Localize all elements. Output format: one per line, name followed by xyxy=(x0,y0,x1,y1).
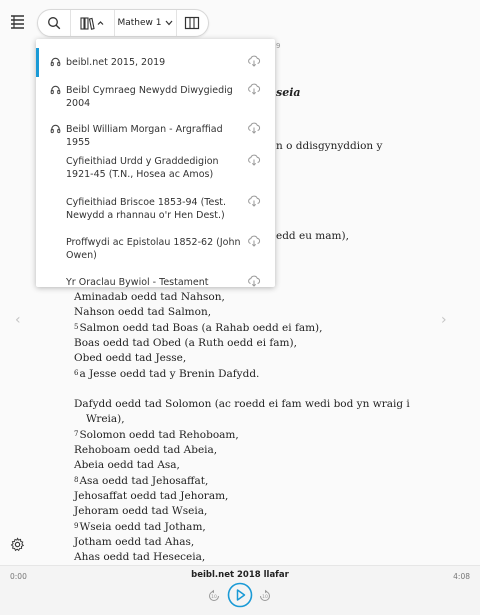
books-icon xyxy=(78,16,106,30)
verse-line[interactable] xyxy=(74,550,410,565)
verse-line[interactable] xyxy=(74,320,410,336)
verse-text: Wseia oedd tad Jotham, xyxy=(79,521,206,533)
verse-line[interactable] xyxy=(74,412,410,427)
verse-text: Solomon oedd tad Rehoboam, xyxy=(79,429,239,441)
verse-number: 8 xyxy=(74,476,79,484)
version-label: beibl.net 2015, 2019 xyxy=(66,57,166,68)
version-label: Yr Oraclau Bywiol - Testament xyxy=(66,277,209,287)
verse-line[interactable] xyxy=(74,535,410,550)
background-line-1: n o ddisgynyddion y xyxy=(276,140,383,152)
forward-seconds: 10 xyxy=(262,595,268,600)
play-button[interactable] xyxy=(227,582,253,608)
verse-line[interactable] xyxy=(74,366,410,382)
version-label: Cyfieithiad Urdd y Graddedigion 1921-45 (T.N., Hosea ac Amos) xyxy=(66,156,219,180)
verse-line[interactable] xyxy=(74,427,410,443)
version-label: Beibl Cymraeg Newydd Diwygiedig 2004 xyxy=(66,85,233,109)
background-line-2: edd eu mam), xyxy=(276,230,349,242)
next-chapter-arrow-icon[interactable]: › xyxy=(441,312,447,328)
verse-number: 9 xyxy=(74,522,79,530)
previous-chapter-arrow-icon[interactable]: ‹ xyxy=(15,312,21,328)
columns-icon xyxy=(184,16,200,30)
verse-text: Jehoram oedd tad Wseia, xyxy=(74,505,208,517)
verse-line[interactable] xyxy=(74,397,410,412)
verse-text: Rehoboam oedd tad Abeia, xyxy=(74,444,218,456)
verse-text: Nahson oedd tad Salmon, xyxy=(74,306,212,318)
verse-text: Asa oedd tad Jehosaffat, xyxy=(79,475,209,487)
rewind-icon xyxy=(206,588,222,604)
verse-line[interactable] xyxy=(74,519,410,535)
play-icon xyxy=(227,582,253,608)
verse-text: Jotham oedd tad Ahas, xyxy=(74,536,195,548)
verse-number: 6 xyxy=(74,369,79,377)
verse-text: a Jesse oedd tad y Brenin Dafydd. xyxy=(79,368,260,380)
headphones-icon xyxy=(50,56,61,67)
player-title: beibl.net 2018 llafar xyxy=(191,570,289,580)
cloud-download-icon[interactable] xyxy=(247,122,261,134)
headphones-icon xyxy=(50,84,61,95)
version-label: Cyfieithiad Briscoe 1853-94 (Test. Newydd a rhannau o'r Hen Dest.) xyxy=(66,197,227,221)
menu-icon[interactable] xyxy=(8,12,28,32)
cloud-download-icon[interactable] xyxy=(247,55,261,67)
verse-line[interactable] xyxy=(74,458,410,473)
cloud-download-icon[interactable] xyxy=(247,83,261,95)
total-time: 4:08 xyxy=(453,572,470,581)
rewind-seconds: 10 xyxy=(211,595,217,600)
verse-text: Wreia), xyxy=(86,413,125,425)
search-button[interactable] xyxy=(38,10,71,36)
verse-line[interactable] xyxy=(74,473,410,489)
navigation-toolbar xyxy=(37,9,209,37)
elapsed-time: 0:00 xyxy=(10,572,27,581)
verse-line[interactable] xyxy=(74,443,410,458)
verse-text: Abeia oedd tad Asa, xyxy=(74,459,180,471)
background-fragment-small: 9 xyxy=(276,42,281,50)
verse-text: Boas oedd tad Obed (a Ruth oedd ei fam), xyxy=(74,337,297,349)
stanza-gap xyxy=(74,382,410,397)
chevron-down-icon xyxy=(165,20,173,26)
cloud-download-icon[interactable] xyxy=(247,275,261,287)
parallel-view-button[interactable] xyxy=(176,10,208,36)
audio-player xyxy=(0,565,480,615)
book-chapter-selector[interactable] xyxy=(114,10,177,36)
scripture-passage xyxy=(74,290,410,565)
forward-10-button[interactable] xyxy=(257,588,273,604)
verse-line[interactable] xyxy=(74,305,410,320)
verse-text: Aminadab oedd tad Nahson, xyxy=(74,291,225,303)
rewind-10-button[interactable] xyxy=(206,588,222,604)
verse-text: Ahas oedd tad Heseceia, xyxy=(74,551,206,563)
section-heading-fragment: seia xyxy=(276,86,301,99)
cloud-download-icon[interactable] xyxy=(247,154,261,166)
active-version-indicator xyxy=(36,48,39,77)
verse-text: Dafydd oedd tad Solomon (ac roedd ei fam wedi bod yn wraig i xyxy=(74,398,410,410)
verse-line[interactable] xyxy=(74,336,410,351)
verse-line[interactable] xyxy=(74,504,410,519)
verse-number: 7 xyxy=(74,430,79,438)
search-icon xyxy=(47,16,61,30)
verse-text: Salmon oedd tad Boas (a Rahab oedd ei fam), xyxy=(79,322,323,334)
verse-line[interactable] xyxy=(74,290,410,305)
bible-versions-button[interactable] xyxy=(70,10,115,36)
verse-text: Jehosaffat oedd tad Jehoram, xyxy=(74,490,229,502)
cloud-download-icon[interactable] xyxy=(247,235,261,247)
version-dropdown xyxy=(36,39,275,287)
book-chapter-label: Mathew 1 xyxy=(117,18,162,28)
verse-text: Obed oedd tad Jesse, xyxy=(74,352,187,364)
forward-icon xyxy=(257,588,273,604)
version-label: Beibl William Morgan - Argraffiad 1955 xyxy=(66,124,223,148)
headphones-icon xyxy=(50,123,61,134)
version-label: Proffwydi ac Epistolau 1852-62 (John Owen) xyxy=(66,237,241,261)
cloud-download-icon[interactable] xyxy=(247,195,261,207)
verse-line[interactable] xyxy=(74,489,410,504)
settings-gear-icon[interactable] xyxy=(10,537,25,552)
verse-number: 5 xyxy=(74,323,79,331)
verse-line[interactable] xyxy=(74,351,410,366)
